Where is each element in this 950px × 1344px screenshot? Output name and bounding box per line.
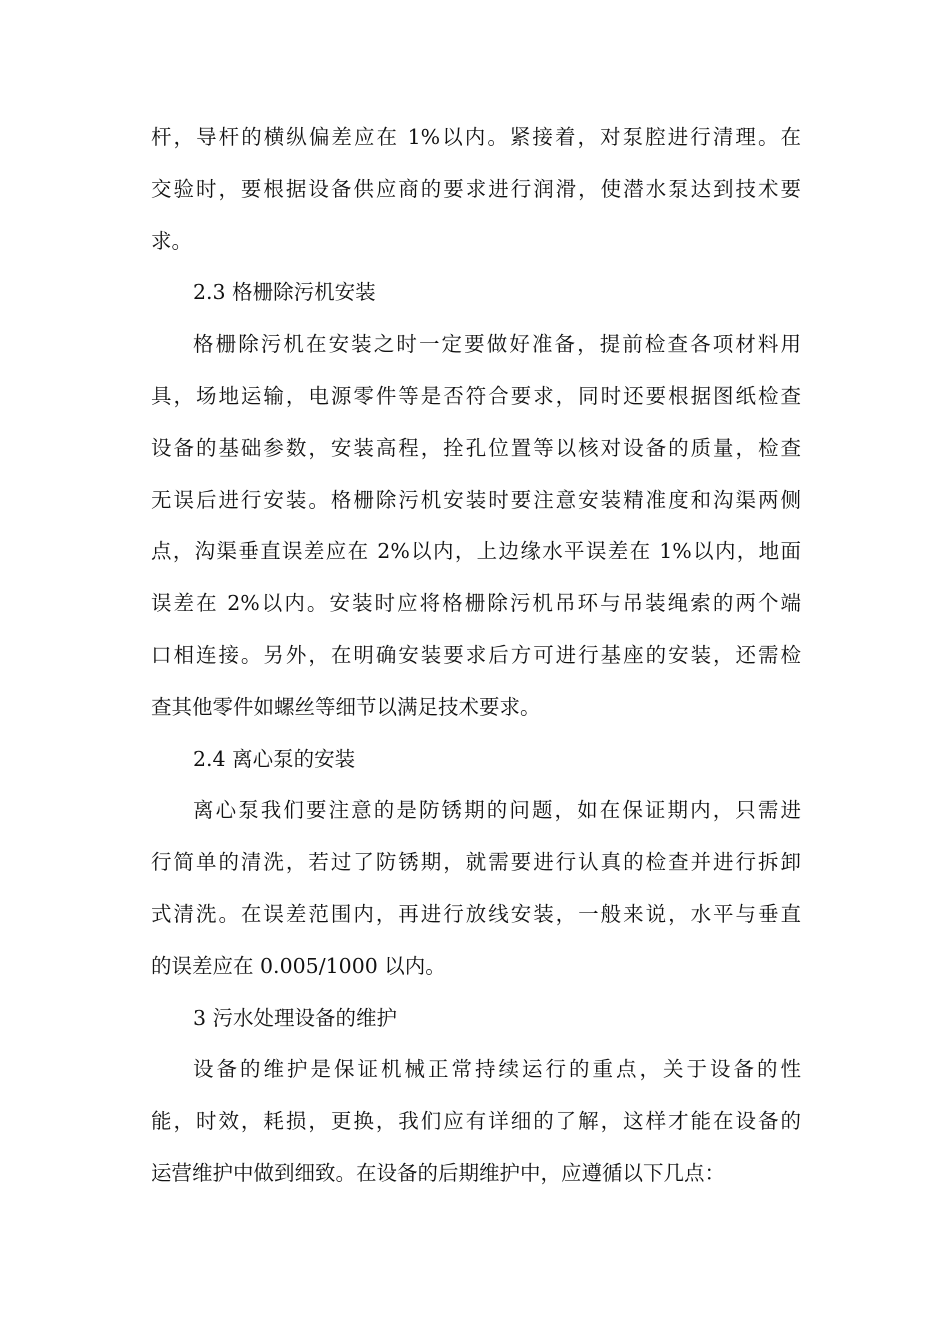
text-line: 2.4 离心泵的安装 bbox=[193, 746, 356, 771]
text-line: 能，时效，耗损，更换，我们应有详细的了解，这样才能在设备的 bbox=[151, 1109, 801, 1134]
text-line: 误差在 2%以内。安装时应将格栅除污机吊环与吊装绳索的两个端 bbox=[151, 591, 801, 616]
text-line: 行简单的清洗，若过了防锈期，就需要进行认真的检查并进行拆卸 bbox=[151, 850, 801, 875]
text-line: 设备的维护是保证机械正常持续运行的重点，关于设备的性 bbox=[193, 1057, 801, 1082]
document-body bbox=[151, 112, 801, 1200]
text-line: 具，场地运输，电源零件等是否符合要求，同时还要根据图纸检查 bbox=[151, 383, 801, 408]
text-line: 点，沟渠垂直误差应在 2%以内，上边缘水平误差在 1%以内，地面 bbox=[151, 539, 801, 564]
text-line: 口相连接。另外，在明确安装要求后方可进行基座的安装，还需检 bbox=[151, 642, 801, 667]
text-line: 求。 bbox=[151, 228, 192, 253]
text-line: 格栅除污机在安装之时一定要做好准备，提前检查各项材料用 bbox=[193, 332, 801, 357]
text-line: 运营维护中做到细致。在设备的后期维护中，应遵循以下几点： bbox=[151, 1160, 725, 1185]
text-line: 离心泵我们要注意的是防锈期的问题，如在保证期内，只需进 bbox=[193, 798, 801, 823]
text-line: 设备的基础参数，安装高程，拴孔位置等以核对设备的质量，检查 bbox=[151, 435, 801, 460]
text-line: 无误后进行安装。格栅除污机安装时要注意安装精准度和沟渠两侧 bbox=[151, 487, 801, 512]
text-line: 的误差应在 0.005/1000 以内。 bbox=[151, 953, 446, 978]
text-line: 式清洗。在误差范围内，再进行放线安装，一般来说，水平与垂直 bbox=[151, 901, 801, 926]
text-line: 3 污水处理设备的维护 bbox=[193, 1005, 398, 1030]
text-line: 2.3 格栅除污机安装 bbox=[193, 280, 376, 305]
text-line: 交验时，要根据设备供应商的要求进行润滑，使潜水泵达到技术要 bbox=[151, 176, 801, 201]
text-line: 杆，导杆的横纵偏差应在 1%以内。紧接着，对泵腔进行清理。在 bbox=[151, 125, 801, 149]
text-line: 查其他零件如螺丝等细节以满足技术要求。 bbox=[151, 694, 541, 719]
